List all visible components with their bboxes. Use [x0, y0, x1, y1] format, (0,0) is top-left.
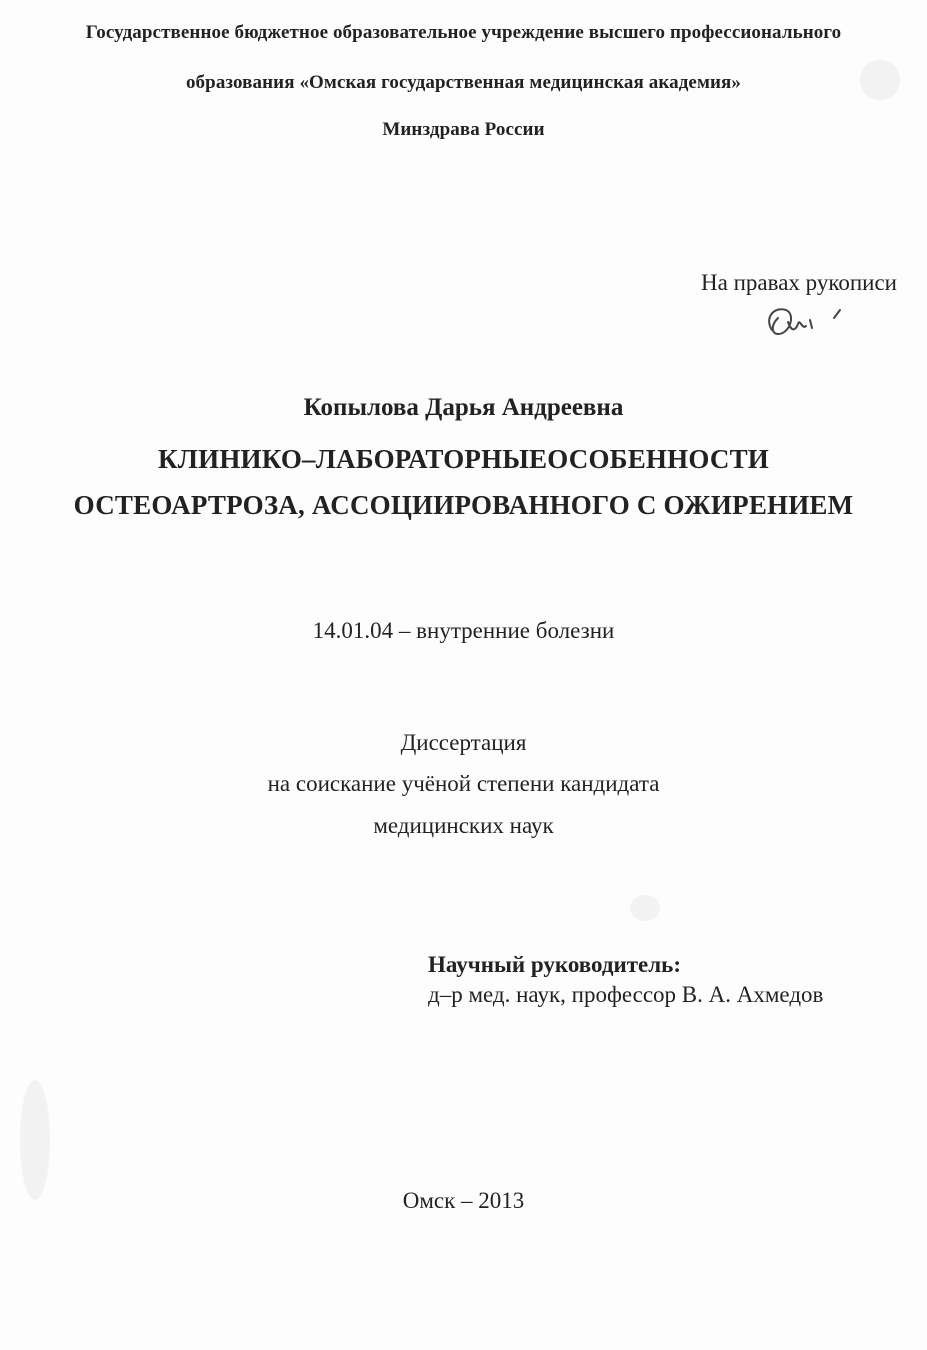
dissertation-line-3: медицинских наук: [373, 813, 554, 838]
institution-line-1: Государственное бюджетное образовательное учреждение высшего профессионального: [85, 22, 842, 43]
specialty-code: 14.01.04 – внутренние болезни: [312, 618, 615, 643]
dissertation-line-2: на соискание учёной степени кандидата: [267, 771, 660, 796]
scan-smudge: [20, 1080, 50, 1200]
supervisor-name: д–р мед. наук, профессор В. А. Ахмедов: [428, 982, 824, 1007]
title-line-2: ОСТЕОАРТРОЗА, АССОЦИИРОВАННОГО С ОЖИРЕНИЕМ: [73, 490, 854, 520]
place-year: Омск – 2013: [402, 1188, 525, 1213]
dissertation-line-1: Диссертация: [400, 730, 527, 755]
author-name: Копылова Дарья Андреевна: [303, 394, 624, 421]
institution-line-2: образования «Омская государственная медицинская академия»: [185, 72, 742, 93]
institution-line-3: Минздрава России: [382, 119, 545, 140]
supervisor-block: [428, 950, 823, 1010]
title-line-1: КЛИНИКО–ЛАБОРАТОРНЫЕОСОБЕННОСТИ: [158, 444, 769, 474]
supervisor-label: Научный руководитель:: [428, 952, 681, 977]
rights-note: На правах рукописи: [701, 270, 897, 295]
handwritten-signature: [760, 300, 850, 350]
scan-smudge: [630, 895, 660, 921]
